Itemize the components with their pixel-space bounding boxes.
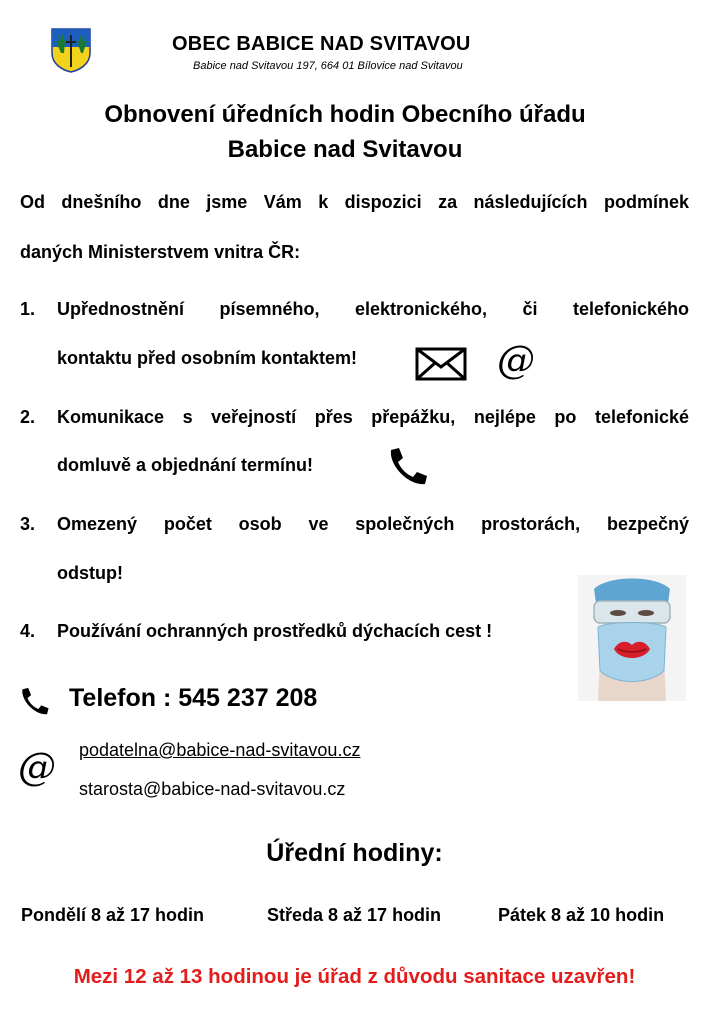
intro-line-2: daných Ministerstvem vnitra ČR: xyxy=(20,242,301,262)
face-mask-photo xyxy=(578,575,686,701)
coat-of-arms-icon xyxy=(50,27,92,73)
document-title-line-1: Obnovení úředních hodin Obecního úřadu xyxy=(104,101,586,128)
at-icon: @ xyxy=(18,745,56,789)
telephone-number: Telefon : 545 237 208 xyxy=(69,684,318,712)
item-3-line-2: odstup! xyxy=(57,563,123,583)
envelope-icon xyxy=(415,347,467,381)
item-2-line-2: domluvě a objednání termínu! xyxy=(57,455,314,475)
item-1-line-2: kontaktu před osobním kontaktem! xyxy=(57,348,358,368)
item-number: 2. xyxy=(20,407,36,427)
phone-icon xyxy=(18,685,50,717)
document-title-line-2: Babice nad Svitavou xyxy=(227,136,463,163)
item-2-line-1: Komunikace s veřejností přes přepážku, nejlépe po telefonické xyxy=(57,407,689,427)
item-number: 3. xyxy=(20,514,36,534)
office-hours-title: Úřední hodiny: xyxy=(266,839,443,867)
intro-line-1: Od dnešního dne jsme Vám k dispozici za následujících podmínek xyxy=(20,192,689,212)
phone-icon xyxy=(385,446,429,486)
municipality-address: Babice nad Svitavou 197, 664 01 Bílovice nad Svitavou xyxy=(193,60,463,72)
hours-monday: Pondělí 8 až 17 hodin xyxy=(21,905,205,925)
at-icon: @ xyxy=(497,338,535,382)
item-number: 1. xyxy=(20,299,36,319)
item-4-line-1: Používání ochranných prostředků dýchacích cest ! xyxy=(57,621,493,641)
item-1-line-1: Upřednostnění písemného, elektronického, či telefonického xyxy=(57,299,689,319)
email-link-podatelna[interactable]: podatelna@babice-nad-svitavou.cz xyxy=(79,740,361,760)
item-3-line-1: Omezený počet osob ve společných prostorách, bezpečný xyxy=(57,514,689,534)
hours-friday: Pátek 8 až 10 hodin xyxy=(498,905,665,925)
item-number: 4. xyxy=(20,621,36,641)
municipality-title: OBEC BABICE NAD SVITAVOU xyxy=(172,33,471,55)
closure-notice: Mezi 12 až 13 hodinou je úřad z důvodu sanitace uzavřen! xyxy=(73,965,636,988)
email-starosta: starosta@babice-nad-svitavou.cz xyxy=(79,779,346,799)
hours-wednesday: Středa 8 až 17 hodin xyxy=(267,905,442,925)
